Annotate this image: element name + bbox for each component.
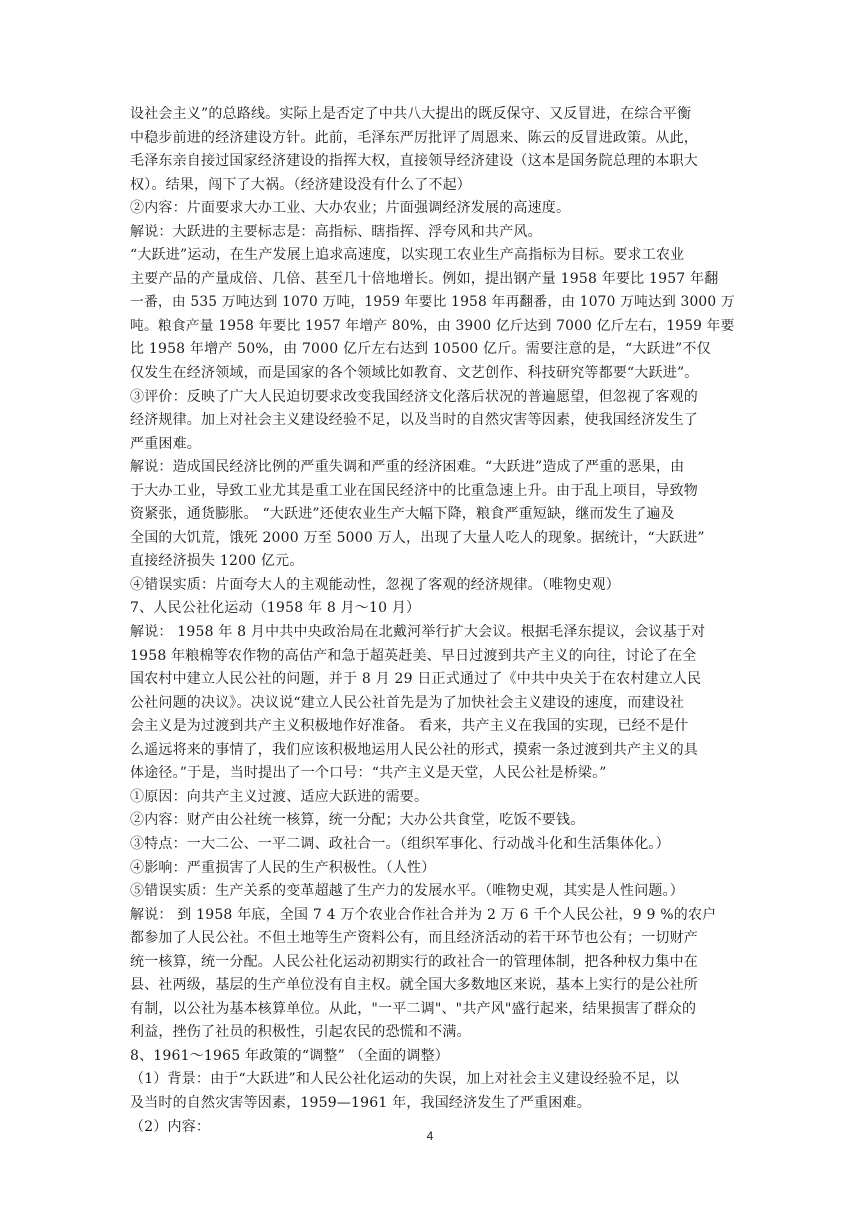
text-line: 于大办工业，导致工业尤其是重工业在国民经济中的比重急速上升。由于乱上项目，导致物: [130, 482, 698, 499]
text-line: ②内容：片面要求大办工业、大办农业；片面强调经济发展的高速度。: [130, 200, 571, 217]
text-line: 严重困难。: [130, 435, 201, 452]
text-line: 会主义是为过渡到共产主义积极地作好准备。 看来，共产主义在我国的实现，已经不是什: [130, 718, 689, 735]
text-line: 有制，以公社为基本核算单位。从此，"一平二调"、"共产风"盛行起来，结果损害了群众的: [130, 1000, 697, 1017]
text-line: 解说： 到 1958 年底，全国 7 4 万个农业合作社合并为 2 万 6 千个人民公社，9 9 %的农户: [130, 906, 717, 923]
text-line: “大跃进”运动，在生产发展上追求高速度，以实现工农业生产高指标为目标。要求工农业: [130, 247, 685, 264]
text-line: 公社问题的决议》。决议说“建立人民公社首先是为了加快社会主义建设的速度，而建设社: [130, 694, 685, 711]
text-line: 资紧张，通货膨胀。 “大跃进”还使农业生产大幅下降，粮食严重短缺，继而发生了遍及: [130, 506, 675, 523]
text-line: ②内容：财产由公社统一核算，统一分配；大办公共食堂，吃饭不要钱。: [130, 812, 585, 829]
text-line: ③评价：反映了广大人民迫切要求改变我国经济文化落后状况的普遍愿望，但忽视了客观的: [130, 388, 698, 405]
text-line: 都参加了人民公社。不但土地等生产资料公有，而且经济活动的若干环节也公有；一切财产: [130, 930, 698, 947]
text-line: 8、1961～1965 年政策的“调整” （全面的调整）: [130, 1047, 449, 1064]
text-line: 国农村中建立人民公社的问题，并于 8 月 29 日正式通过了《中共中央关于在农村建立人民: [130, 671, 702, 688]
text-line: 解说：大跃进的主要标志是：高指标、瞎指挥、浮夸风和共产风。: [130, 223, 542, 240]
text-line: 主要产品的产量成倍、几倍、甚至几十倍地增长。例如，提出钢产量 1958 年要比 1957 年翻: [130, 270, 719, 287]
text-line: 解说： 1958 年 8 月中共中央政治局在北戴河举行扩大会议。根据毛泽东提议，会议基于对: [130, 624, 706, 641]
page-number: 4: [426, 1129, 434, 1143]
text-line: ④影响：严重损害了人民的生产积极性。（人性）: [130, 859, 436, 876]
text-line: 县、社两级，基层的生产单位没有自主权。就全国大多数地区来说，基本上实行的是公社所: [130, 977, 698, 994]
text-line: 权）。结果，闯下了大祸。（经济建设没有什么了不起）: [130, 176, 471, 193]
text-line: （1）背景：由于“大跃进”和人民公社化运动的失误，加上对社会主义建设经验不足，以: [130, 1071, 680, 1088]
text-line: 解说：造成国民经济比例的严重失调和严重的经济困难。“大跃进”造成了严重的恶果，由: [130, 459, 685, 476]
text-line: 设社会主义”的总路线。实际上是否定了中共八大提出的既反保守、又反冒进，在综合平衡: [130, 106, 692, 122]
text-line: （2）内容：: [130, 1118, 211, 1135]
text-line: 直接经济损失 1200 亿元。: [130, 553, 304, 570]
text-line: 比 1958 年增产 50%，由 7000 亿斤左右达到 10500 亿斤。需要注意的是，“大跃进”不仅: [130, 341, 711, 358]
text-line: 及当时的自然灾害等因素，1959—1961 年，我国经济发生了严重困难。: [130, 1094, 591, 1111]
text-line: 1958 年粮棉等农作物的高估产和急于超英赶美、早日过渡到共产主义的向往，讨论了在全: [130, 647, 697, 664]
text-line: ③特点：一大二公、一平二调、政社合一。（组织军事化、行动战斗化和生活集体化。）: [130, 835, 670, 852]
text-line: 仅发生在经济领域，而是国家的各个领域比如教育、文艺创作、科技研究等都要“大跃进”。: [130, 365, 699, 382]
text-line: 体途径。”于是，当时提出了一个口号：“共产主义是天堂，人民公社是桥梁。”: [130, 765, 607, 782]
text-line: 利益，挫伤了社员的积极性，引起农民的恐慌和不满。: [130, 1024, 471, 1041]
document-body: [130, 103, 742, 1139]
text-line: 吨。粮食产量 1958 年要比 1957 年增产 80%，由 3900 亿斤达到 7000 亿斤左右，1959 年要: [130, 317, 735, 334]
text-line: ④错误实质：片面夸大人的主观能动性，忽视了客观的经济规律。（唯物史观）: [130, 576, 620, 593]
text-line: 毛泽东亲自接过国家经济建设的指挥大权，直接领导经济建设（这本是国务院总理的本职大: [130, 153, 698, 170]
text-line: 全国的大饥荒，饿死 2000 万至 5000 万人，出现了大量人吃人的现象。据统计，“大跃进”: [130, 529, 705, 546]
text-line: 统一核算，统一分配。人民公社化运动初期实行的政社合一的管理体制，把各种权力集中在: [130, 953, 698, 970]
text-line: 经济规律。加上对社会主义建设经验不足，以及当时的自然灾害等因素，使我国经济发生了: [130, 412, 698, 429]
text-line: 7、人民公社化运动（1958 年 8 月～10 月）: [130, 600, 421, 617]
text-line: 中稳步前进的经济建设方针。此前，毛泽东严厉批评了周恩来、陈云的反冒进政策。从此，: [130, 129, 698, 146]
text-line: ①原因：向共产主义过渡、适应大跃进的需要。: [130, 788, 429, 805]
text-line: 一番，由 535 万吨达到 1070 万吨，1959 年要比 1958 年再翻番，由 1070 万吨达到 3000 万: [130, 294, 735, 311]
text-line: ⑤错误实质：生产关系的变革超越了生产力的发展水平。（唯物史观，其实是人性问题。）: [130, 883, 684, 900]
text-line: 么遥远将来的事情了，我们应该积极地运用人民公社的形式，摸索一条过渡到共产主义的具: [130, 741, 698, 758]
